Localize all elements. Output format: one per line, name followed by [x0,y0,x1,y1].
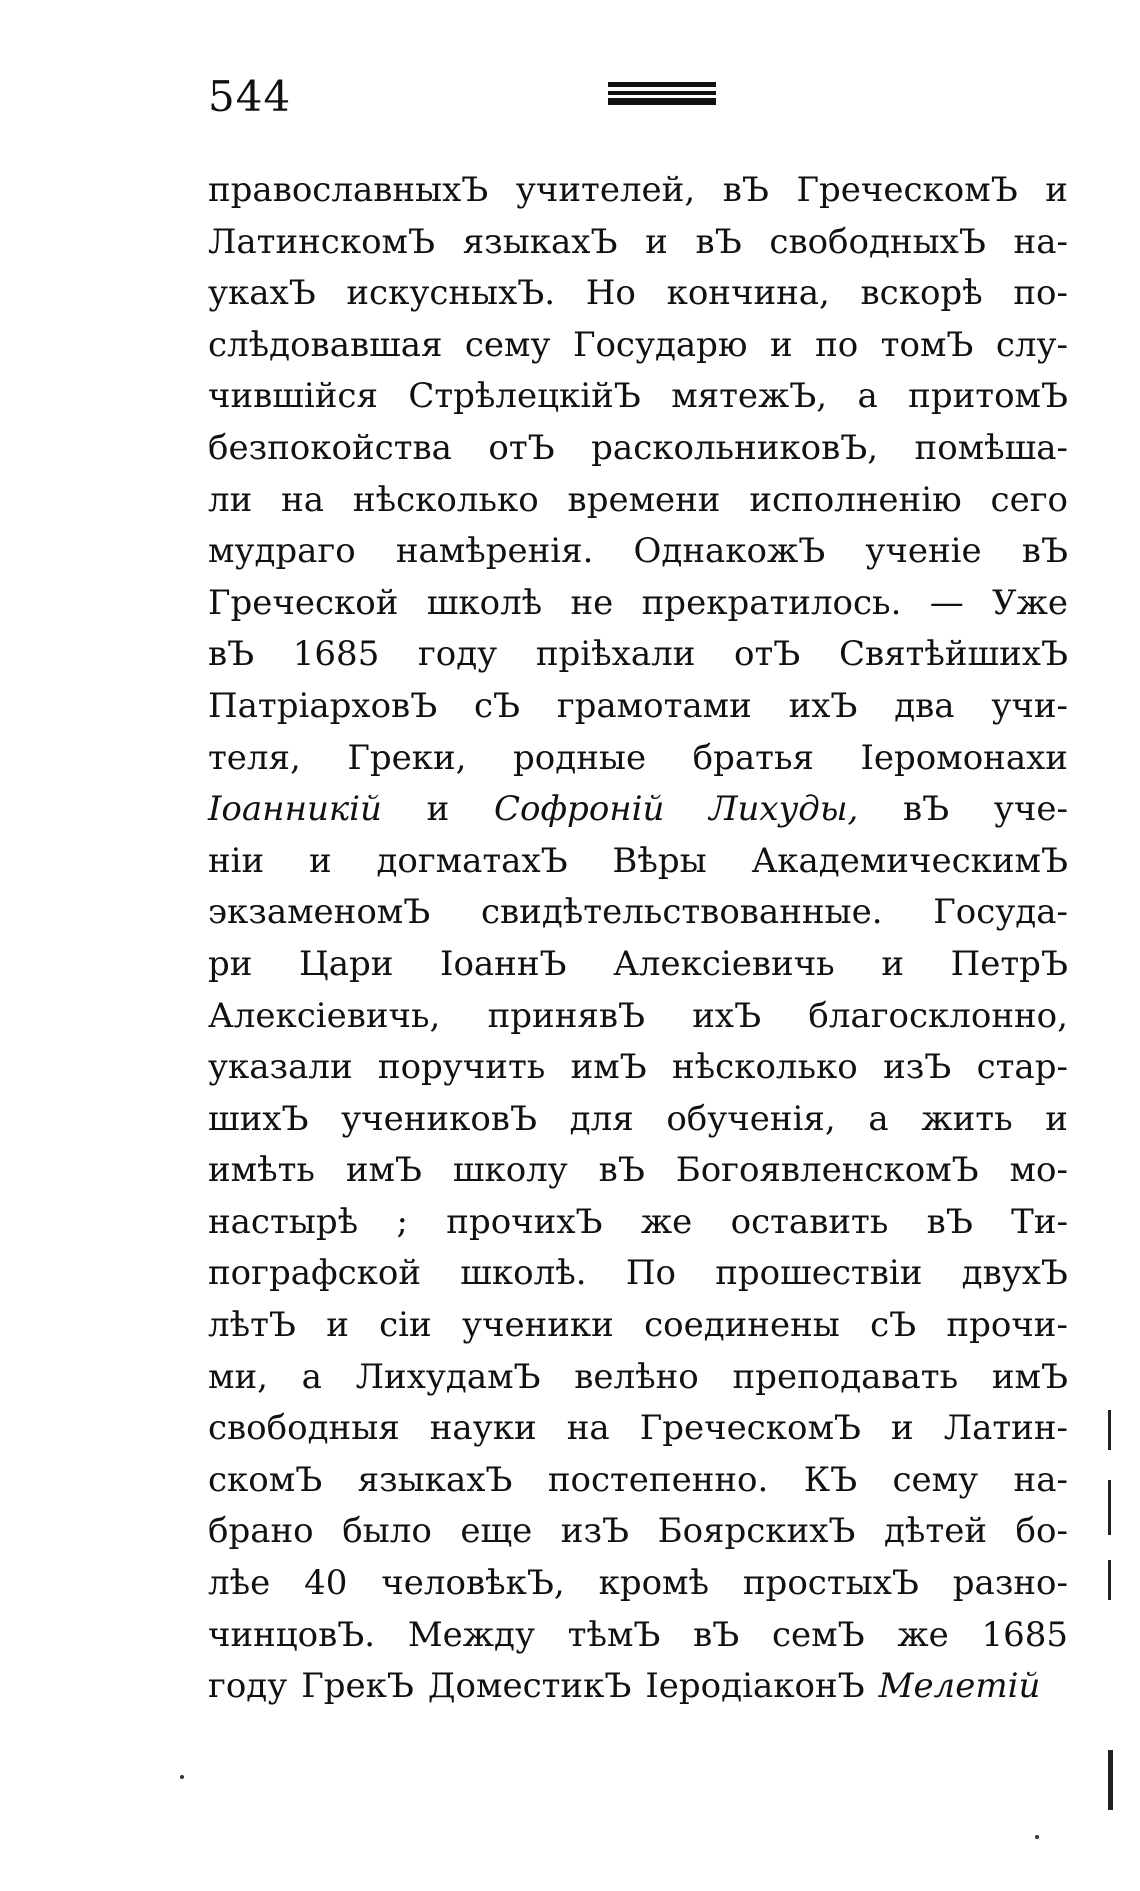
word: и [1045,170,1068,210]
text-line [208,784,1068,836]
word: Вѣры [612,840,707,881]
word: имѣть [208,1150,315,1191]
word: ми, [208,1356,268,1397]
word: на- [1013,1459,1068,1500]
word: простыхЪ [742,1563,919,1604]
word: вЪ [722,170,769,210]
word: же [640,1201,693,1242]
word: мятежЪ, [671,376,828,417]
text-line [208,423,1068,475]
word: безпокойства [208,427,452,468]
word: Греческой [208,582,399,623]
word: Лихуды, [709,789,859,830]
word: ГрекЪ [301,1666,414,1707]
word: шихЪ [208,1098,309,1139]
body-text [208,165,1068,1713]
word: и [1045,1098,1068,1139]
word: ГреческомЪ [796,170,1018,210]
text-line [208,1506,1068,1558]
margin-marks [1098,1410,1128,1810]
word: семЪ [772,1614,865,1655]
text-line [208,475,1068,527]
word: для [569,1098,634,1139]
word: Іеромонахи [860,737,1068,778]
word: ри [208,943,253,984]
word: на [566,1408,610,1449]
word: укахЪ [208,273,316,314]
text-line [208,371,1068,423]
word: ; [396,1201,408,1242]
word: стар- [976,1047,1068,1088]
word: ПатріарховЪ [208,685,438,726]
word: БогоявленскомЪ [675,1150,979,1191]
word: двухЪ [961,1253,1068,1294]
word: дѣтей [883,1511,987,1552]
word: и [308,840,332,881]
word: сего [990,479,1068,520]
word: Государю [572,324,748,365]
word: и [426,789,450,830]
text-line [208,526,1068,578]
word: разно- [952,1563,1068,1604]
word: кончина, [666,273,830,314]
text-line [208,1610,1068,1662]
word: Софроній [493,789,665,830]
word: а [301,1356,322,1397]
text-line [208,1248,1068,1300]
word: изЪ [560,1511,630,1552]
word: а [868,1098,889,1139]
stray-mark [1035,1835,1039,1839]
word: чившійся [208,376,378,417]
word: вЪ [693,1614,740,1655]
word: нѣсколько [352,479,539,520]
word: чинцовЪ. [208,1614,376,1655]
word: родные [513,737,647,778]
word: 40 [304,1563,348,1604]
word: и [326,1305,349,1346]
word: Но [585,273,636,314]
word: по- [1013,273,1068,314]
word: году [417,634,498,675]
word: исполненію [749,479,962,520]
word: два [894,685,955,726]
text-line [208,1094,1068,1146]
text-line [208,1042,1068,1094]
word: вЪ [926,1201,973,1242]
word: не [570,582,614,623]
word: православныхЪ [208,170,489,210]
word: тѣмЪ [567,1614,661,1655]
word: притомЪ [908,376,1068,417]
word: указали [208,1047,353,1088]
word: обученія, [666,1098,836,1139]
word: ихЪ [788,685,858,726]
word: школу [452,1150,568,1191]
word: Алексіевичь [613,943,835,984]
word: Уже [992,582,1068,623]
text-line [208,1352,1068,1404]
text-line [208,165,1068,217]
text-line [208,1145,1068,1197]
word: СтрѣлецкійЪ [408,376,641,417]
word: школѣ. [460,1253,587,1294]
stray-mark [180,1775,184,1779]
word: 1685 [981,1614,1068,1655]
word: свободныхЪ [769,221,986,262]
word: ніи [208,840,265,881]
word: же [897,1614,949,1655]
word: Іоанникій [208,789,382,830]
word: языкахЪ [462,221,618,262]
word: вЪ [208,634,255,675]
word: школѣ [426,582,543,623]
text-line [208,1661,1068,1713]
text-line [208,268,1068,320]
text-line [208,320,1068,372]
text-line [208,1403,1068,1455]
word: ІоаннЪ [440,943,567,984]
word: уче- [993,789,1068,830]
word: ученіе [865,531,982,572]
word: и [645,221,668,262]
word: имЪ [345,1150,422,1191]
text-line [208,1300,1068,1352]
word: прочи- [946,1305,1068,1346]
word: Ти- [1011,1201,1068,1242]
word: оставить [730,1201,889,1242]
word: благосклонно, [808,995,1068,1036]
word: Между [407,1614,535,1655]
word: и [881,943,904,984]
word: По [625,1253,676,1294]
text-line [208,887,1068,939]
word: АкадемическимЪ [751,840,1068,881]
word: догматахЪ [376,840,568,881]
text-line [208,1455,1068,1507]
word: экзаменомЪ [208,892,431,933]
word: слѣдовавшая [208,324,443,365]
text-line [208,629,1068,681]
word: сему [464,324,551,365]
word: пріѣхали [535,634,696,675]
text-line [208,733,1068,785]
word: скомЪ [208,1459,323,1500]
text-line [208,681,1068,733]
word: лѣтЪ [208,1305,296,1346]
word: сЪ [473,685,521,726]
word: сіи [379,1305,432,1346]
word: постепенно. [547,1459,769,1500]
word: искусныхЪ. [346,273,556,314]
word: слу- [995,324,1068,365]
word: томЪ [880,324,974,365]
word: учителей, [515,170,696,210]
word: отЪ [488,427,555,468]
word: СвятѣйшихЪ [838,634,1068,675]
word: поручить [377,1047,546,1088]
word: ученики [461,1305,614,1346]
word: брано [208,1511,314,1552]
word: еще [460,1511,533,1552]
word: науки [429,1408,537,1449]
word: теля, [208,737,301,778]
word: настырѣ [208,1201,359,1242]
word: ЛатинскомЪ [208,221,435,262]
word: 1685 [292,634,380,675]
header-ornament [608,82,716,106]
word: ЛихудамЪ [355,1356,541,1397]
word: ихЪ [692,995,762,1036]
word: Цари [299,943,394,984]
word: БоярскихЪ [657,1511,856,1552]
word: прочихЪ [446,1201,603,1242]
word: ГреческомЪ [639,1408,861,1449]
text-line [208,939,1068,991]
word: языкахЪ [357,1459,513,1500]
word: мо- [1009,1150,1068,1191]
word: кромѣ [598,1563,709,1604]
page-header [208,72,1068,132]
word: бо- [1015,1511,1068,1552]
word: соединены [644,1305,840,1346]
word: имЪ [991,1356,1068,1397]
word: Греки, [347,737,467,778]
word: Госуда- [933,892,1068,933]
text-line [208,217,1068,269]
word: ли [208,479,253,520]
word: вЪ [695,221,742,262]
word: велѣно [574,1356,699,1397]
word: по [815,324,859,365]
word: КЪ [803,1459,858,1500]
word: — [929,582,964,623]
word: свидѣтельствованные. [481,892,883,933]
word: пографской [208,1253,422,1294]
word: отЪ [734,634,801,675]
page-number: 544 [208,72,292,121]
word: жить [921,1098,1013,1139]
word: учениковЪ [341,1098,537,1139]
word: нѣсколько [672,1047,858,1088]
word: преподавать [732,1356,959,1397]
word: сему [892,1459,979,1500]
word: на- [1013,221,1068,262]
word: помѣша- [914,427,1068,468]
word: Латин- [943,1408,1068,1449]
word: прекратилось. [641,582,902,623]
text-line [208,578,1068,630]
word: лѣе [208,1563,271,1604]
word: принявЪ [487,995,645,1036]
word: ПетрЪ [950,943,1068,984]
word: грамотами [556,685,752,726]
word: Мелетій [878,1666,1041,1707]
word: сЪ [870,1305,917,1346]
word: человѣкЪ, [381,1563,565,1604]
word: а [857,376,878,417]
text-line [208,836,1068,888]
word: году [208,1666,288,1707]
word: свободныя [208,1408,400,1449]
word: времени [567,479,721,520]
word: на [281,479,325,520]
word: учи- [991,685,1068,726]
word: имЪ [570,1047,647,1088]
word: раскольниковЪ, [591,427,879,468]
word: Алексіевичь, [208,995,441,1036]
text-line [208,1558,1068,1610]
word: братья [692,737,814,778]
text-line [208,991,1068,1043]
word: вскорѣ [860,273,983,314]
word: изЪ [883,1047,952,1088]
word: ДоместикЪ [427,1666,632,1707]
word: ІеродіаконЪ [645,1666,865,1707]
word: намѣренія. [395,531,594,572]
word: прошествіи [715,1253,923,1294]
word: вЪ [598,1150,645,1191]
word: было [342,1511,432,1552]
word: вЪ [903,789,950,830]
word: мудраго [208,531,356,572]
word: ОднакожЪ [633,531,826,572]
word: вЪ [1021,531,1068,572]
text-line [208,1197,1068,1249]
word: и [769,324,793,365]
word: и [890,1408,914,1449]
